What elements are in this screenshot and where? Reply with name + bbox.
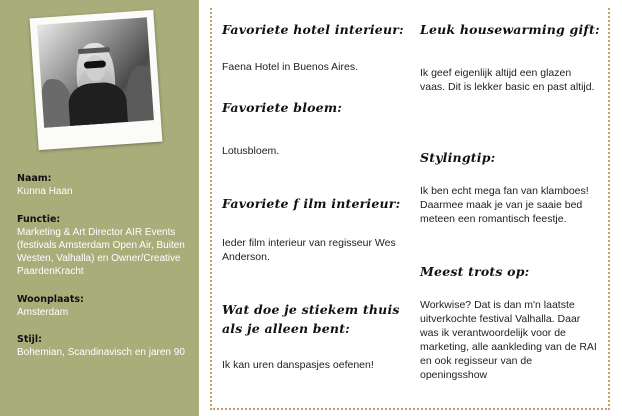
answer-film: Ieder film interieur van regisseur Wes Anderson. <box>222 237 396 263</box>
question-proud: Meest trots op: <box>420 264 530 279</box>
answer-secret: Ik kan uren danspasjes oefenen! <box>222 359 374 371</box>
photo-body <box>67 81 128 128</box>
question-stylingtip: Stylingtip: <box>420 150 496 165</box>
info-residence <box>17 294 187 319</box>
name-label: Naam: <box>17 173 52 184</box>
profile-sidebar <box>0 0 199 416</box>
residence-value: Amsterdam <box>17 307 69 318</box>
question-film: Favoriete f ilm interieur: <box>222 196 401 211</box>
name-value: Kunna Haan <box>17 186 73 197</box>
profile-photo-frame <box>30 10 163 150</box>
info-function <box>17 214 187 278</box>
qa-content <box>210 8 610 410</box>
answer-stylingtip: Ik ben echt mega fan van klamboes! Daarmee maak je van je saaie bed meteen een romantisch feestje. <box>420 185 589 225</box>
function-value: Marketing & Art Director AIR Events (festivals Amsterdam Open Air, Buiten Westen, Valhalla) en Owner/Creative PaardenKracht <box>17 227 185 277</box>
answer-gift: Ik geef eigenlijk altijd een glazen vaas. Dit is lekker basic en past altijd. <box>420 67 595 93</box>
profile-photo <box>37 17 154 127</box>
info-name <box>17 173 187 198</box>
style-label: Stijl: <box>17 334 42 345</box>
question-secret: Wat doe je stiekem thuis als je alleen bent: <box>222 302 400 336</box>
answer-flower: Lotusbloem. <box>222 145 280 157</box>
answer-proud: Workwise? Dat is dan m'n laatste uitverkochte festival Valhalla. Daar was ik verantwoordelijk voor de marketing, alle aankleding van de RAI en ook regisseur van de openingsshow <box>420 299 597 381</box>
question-flower: Favoriete bloem: <box>222 100 343 115</box>
question-gift: Leuk housewarming gift: <box>420 22 600 37</box>
info-style <box>17 334 187 359</box>
question-hotel: Favoriete hotel interieur: <box>222 22 404 37</box>
residence-label: Woonplaats: <box>17 294 84 305</box>
photo-background-figure <box>124 65 154 123</box>
answer-hotel: Faena Hotel in Buenos Aires. <box>222 61 358 73</box>
function-label: Functie: <box>17 214 61 225</box>
style-value: Bohemian, Scandinavisch en jaren 90 <box>17 347 185 358</box>
